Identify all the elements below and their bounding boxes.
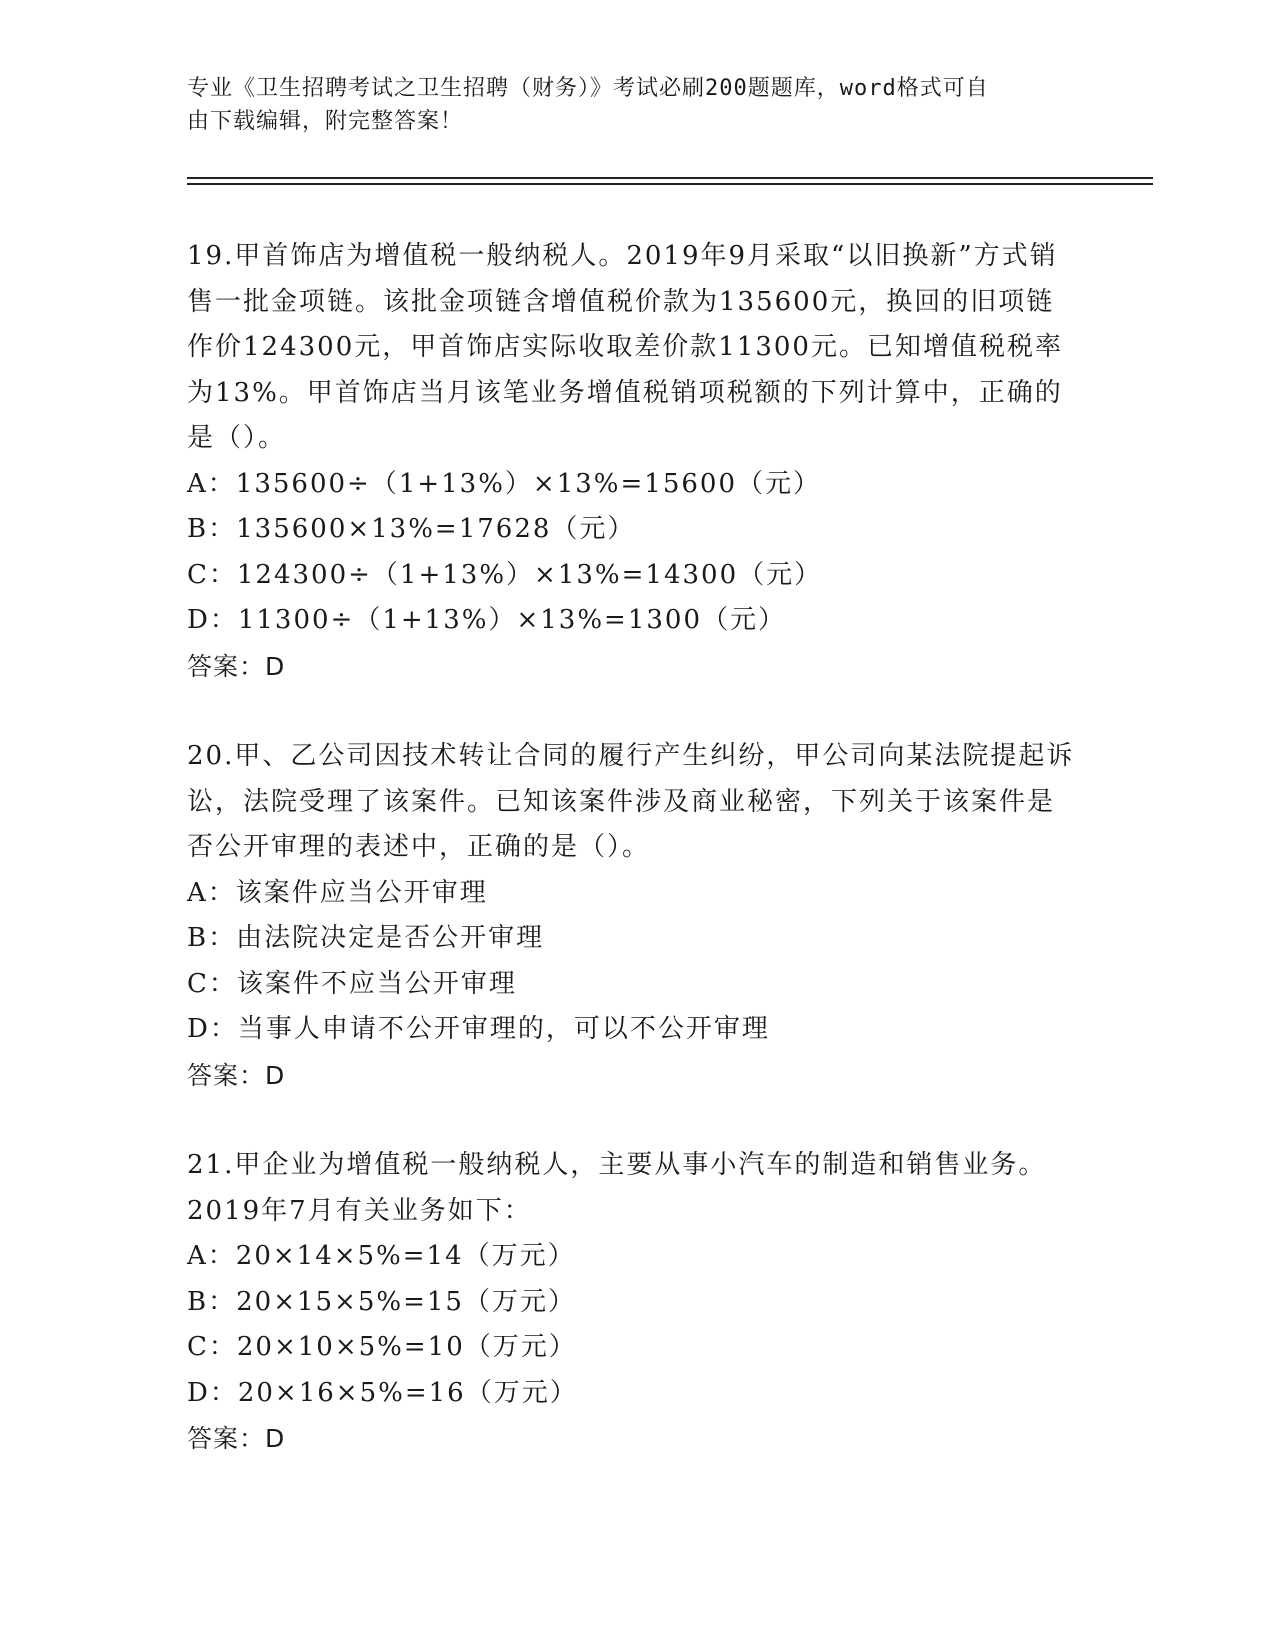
header-line-1: 专业《卫生招聘考试之卫生招聘（财务）》考试必刷200题题库，word格式可自 [187,76,989,101]
option-c: C：124300÷（1+13%）×13%=14300（元） [187,559,823,590]
option-d: D：11300÷（1+13%）×13%=1300（元） [187,605,786,635]
option-d: D：当事人申请不公开审理的，可以不公开审理 [187,1014,770,1044]
option-b: B：由法院决定是否公开审理 [187,923,545,953]
option-a: A：20×14×5%=14（万元） [187,1241,576,1271]
option-c: C：20×10×5%=10（万元） [187,1332,577,1362]
question-stem: 19.甲首饰店为增值税一般纳税人。2019年9月采取“以旧换新”方式销售一批金项链。该批金项链含增值税价款为135600元，换回的旧项链作价124300元，甲首饰店实际收取差价款11300元。已知增值税税率为13%。甲首饰店当月该笔业务增值税销项税额的下列计算中，正确的是（）。 [187,241,1063,453]
answer-label: 答案：D [187,651,286,681]
answer-label: 答案：D [187,1060,286,1090]
header-divider-top [187,177,1153,179]
answer-label: 答案：D [187,1424,286,1453]
question-20 [187,734,1077,1098]
question-21 [187,1143,1077,1462]
header-line-2: 由下载编辑，附完整答案！ [187,109,464,134]
option-c: C：该案件不应当公开审理 [187,968,517,999]
option-b: B：20×15×5%=15（万元） [187,1286,576,1317]
header-divider-bottom [187,183,1153,185]
option-a: A：该案件应当公开审理 [187,877,488,908]
option-a: A：135600÷（1+13%）×13%=15600（元） [187,468,821,499]
option-b: B：135600×13%=17628（元） [187,514,636,544]
option-d: D：20×16×5%=16（万元） [187,1377,578,1408]
question-stem: 20.甲、乙公司因技术转让合同的履行产生纠纷，甲公司向某法院提起诉讼，法院受理了该案件。已知该案件涉及商业秘密，下列关于该案件是否公开审理的表述中，正确的是（）。 [187,741,1075,862]
question-19 [187,234,1077,689]
question-stem: 21.甲企业为增值税一般纳税人，主要从事小汽车的制造和销售业务。2019年7月有关业务如下： [187,1150,1047,1226]
document-header [187,72,1067,138]
